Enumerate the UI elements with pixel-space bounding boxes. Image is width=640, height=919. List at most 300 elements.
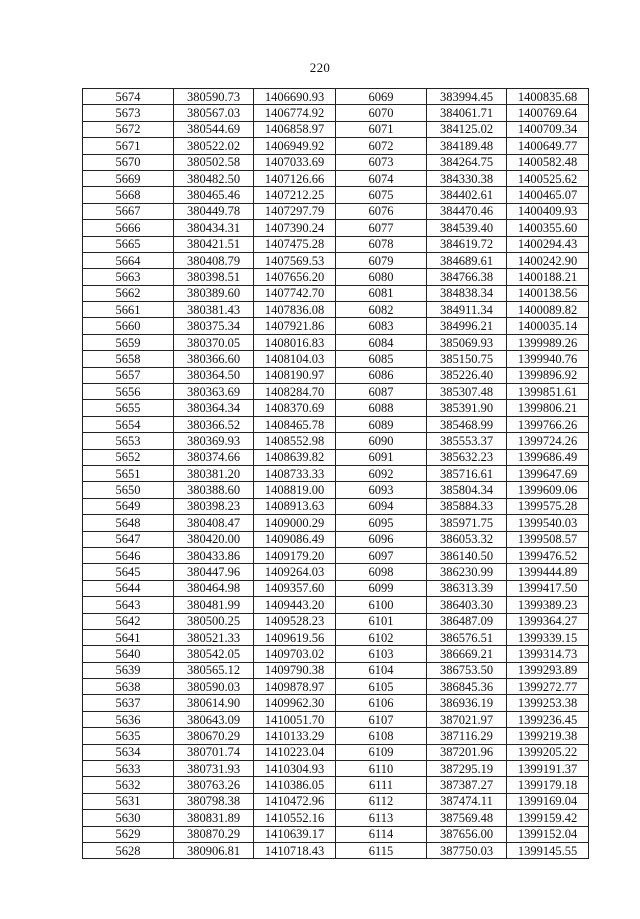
point-number-left-cell: 5632	[83, 777, 174, 793]
point-number-right-cell: 6096	[336, 531, 427, 547]
x-coordinate-right-cell: 387569.48	[427, 810, 507, 826]
x-coordinate-left-cell: 380375.34	[174, 318, 254, 334]
x-coordinate-right-cell: 385804.34	[427, 482, 507, 498]
y-coordinate-right-cell: 1399444.89	[507, 564, 589, 580]
table-row	[83, 646, 589, 662]
point-number-left-cell: 5647	[83, 531, 174, 547]
x-coordinate-left-cell: 380481.99	[174, 597, 254, 613]
x-coordinate-right-cell: 385632.23	[427, 449, 507, 465]
table-row	[83, 679, 589, 695]
y-coordinate-right-cell: 1399609.06	[507, 482, 589, 498]
point-number-right-cell: 6101	[336, 613, 427, 629]
point-number-left-cell: 5672	[83, 121, 174, 137]
x-coordinate-right-cell: 386230.99	[427, 564, 507, 580]
y-coordinate-right-cell: 1400709.34	[507, 121, 589, 137]
point-number-right-cell: 6095	[336, 515, 427, 531]
x-coordinate-right-cell: 385716.61	[427, 465, 507, 481]
point-number-right-cell: 6113	[336, 810, 427, 826]
x-coordinate-left-cell: 380408.47	[174, 515, 254, 531]
y-coordinate-left-cell: 1409703.02	[254, 646, 336, 662]
x-coordinate-left-cell: 380447.96	[174, 564, 254, 580]
x-coordinate-left-cell: 380614.90	[174, 695, 254, 711]
y-coordinate-right-cell: 1399851.61	[507, 384, 589, 400]
point-number-left-cell: 5669	[83, 170, 174, 186]
x-coordinate-right-cell: 387656.00	[427, 826, 507, 842]
point-number-left-cell: 5655	[83, 400, 174, 416]
point-number-right-cell: 6077	[336, 220, 427, 236]
x-coordinate-left-cell: 380369.93	[174, 433, 254, 449]
y-coordinate-left-cell: 1408370.69	[254, 400, 336, 416]
point-number-right-cell: 6073	[336, 154, 427, 170]
point-number-left-cell: 5671	[83, 138, 174, 154]
table-row	[83, 498, 589, 514]
y-coordinate-left-cell: 1408104.03	[254, 351, 336, 367]
x-coordinate-left-cell: 380364.50	[174, 367, 254, 383]
y-coordinate-left-cell: 1410386.05	[254, 777, 336, 793]
table-row	[83, 138, 589, 154]
point-number-left-cell: 5653	[83, 433, 174, 449]
point-number-right-cell: 6087	[336, 384, 427, 400]
point-number-right-cell: 6078	[336, 236, 427, 252]
table-row	[83, 613, 589, 629]
point-number-left-cell: 5658	[83, 351, 174, 367]
point-number-left-cell: 5667	[83, 203, 174, 219]
point-number-right-cell: 6115	[336, 842, 427, 858]
point-number-left-cell: 5663	[83, 269, 174, 285]
y-coordinate-right-cell: 1399169.04	[507, 793, 589, 809]
x-coordinate-right-cell: 384402.61	[427, 187, 507, 203]
x-coordinate-right-cell: 384061.71	[427, 105, 507, 121]
y-coordinate-left-cell: 1408016.83	[254, 334, 336, 350]
point-number-left-cell: 5636	[83, 711, 174, 727]
table-row	[83, 777, 589, 793]
point-number-right-cell: 6097	[336, 547, 427, 563]
point-number-left-cell: 5641	[83, 629, 174, 645]
point-number-right-cell: 6081	[336, 285, 427, 301]
point-number-right-cell: 6110	[336, 761, 427, 777]
point-number-right-cell: 6114	[336, 826, 427, 842]
x-coordinate-right-cell: 385468.99	[427, 416, 507, 432]
y-coordinate-left-cell: 1410718.43	[254, 842, 336, 858]
x-coordinate-right-cell: 386936.19	[427, 695, 507, 711]
table-row	[83, 711, 589, 727]
x-coordinate-left-cell: 380831.89	[174, 810, 254, 826]
point-number-left-cell: 5659	[83, 334, 174, 350]
x-coordinate-right-cell: 386845.36	[427, 679, 507, 695]
y-coordinate-left-cell: 1410552.16	[254, 810, 336, 826]
y-coordinate-left-cell: 1407297.79	[254, 203, 336, 219]
table-row	[83, 285, 589, 301]
y-coordinate-left-cell: 1408284.70	[254, 384, 336, 400]
y-coordinate-right-cell: 1399145.55	[507, 842, 589, 858]
y-coordinate-left-cell: 1408190.97	[254, 367, 336, 383]
y-coordinate-right-cell: 1400582.48	[507, 154, 589, 170]
y-coordinate-right-cell: 1400138.56	[507, 285, 589, 301]
y-coordinate-left-cell: 1407921.86	[254, 318, 336, 334]
y-coordinate-left-cell: 1408552.98	[254, 433, 336, 449]
x-coordinate-right-cell: 384539.40	[427, 220, 507, 236]
table-row	[83, 252, 589, 268]
table-row	[83, 187, 589, 203]
x-coordinate-left-cell: 380482.50	[174, 170, 254, 186]
table-row	[83, 351, 589, 367]
x-coordinate-right-cell: 384996.21	[427, 318, 507, 334]
x-coordinate-left-cell: 380465.46	[174, 187, 254, 203]
y-coordinate-right-cell: 1400242.90	[507, 252, 589, 268]
point-number-left-cell: 5660	[83, 318, 174, 334]
point-number-right-cell: 6083	[336, 318, 427, 334]
x-coordinate-right-cell: 386753.50	[427, 662, 507, 678]
table-row	[83, 302, 589, 318]
y-coordinate-right-cell: 1399152.04	[507, 826, 589, 842]
point-number-right-cell: 6074	[336, 170, 427, 186]
table-row	[83, 236, 589, 252]
x-coordinate-right-cell: 386669.21	[427, 646, 507, 662]
y-coordinate-left-cell: 1408733.33	[254, 465, 336, 481]
x-coordinate-right-cell: 385150.75	[427, 351, 507, 367]
y-coordinate-left-cell: 1407126.66	[254, 170, 336, 186]
y-coordinate-left-cell: 1409878.97	[254, 679, 336, 695]
point-number-left-cell: 5640	[83, 646, 174, 662]
x-coordinate-left-cell: 380398.51	[174, 269, 254, 285]
point-number-right-cell: 6089	[336, 416, 427, 432]
x-coordinate-right-cell: 385553.37	[427, 433, 507, 449]
table-row	[83, 515, 589, 531]
x-coordinate-left-cell: 380398.23	[174, 498, 254, 514]
table-row	[83, 318, 589, 334]
y-coordinate-left-cell: 1409357.60	[254, 580, 336, 596]
point-number-left-cell: 5673	[83, 105, 174, 121]
y-coordinate-left-cell: 1407033.69	[254, 154, 336, 170]
point-number-left-cell: 5652	[83, 449, 174, 465]
y-coordinate-left-cell: 1410472.96	[254, 793, 336, 809]
x-coordinate-left-cell: 380590.73	[174, 89, 254, 105]
point-number-left-cell: 5642	[83, 613, 174, 629]
x-coordinate-right-cell: 387116.29	[427, 728, 507, 744]
table-row	[83, 269, 589, 285]
y-coordinate-right-cell: 1400649.77	[507, 138, 589, 154]
point-number-right-cell: 6093	[336, 482, 427, 498]
point-number-left-cell: 5634	[83, 744, 174, 760]
y-coordinate-left-cell: 1407569.53	[254, 252, 336, 268]
point-number-left-cell: 5637	[83, 695, 174, 711]
y-coordinate-right-cell: 1400409.93	[507, 203, 589, 219]
table-row	[83, 89, 589, 105]
y-coordinate-left-cell: 1407656.20	[254, 269, 336, 285]
x-coordinate-left-cell: 380364.34	[174, 400, 254, 416]
y-coordinate-right-cell: 1400525.62	[507, 170, 589, 186]
point-number-left-cell: 5649	[83, 498, 174, 514]
y-coordinate-right-cell: 1399940.76	[507, 351, 589, 367]
y-coordinate-right-cell: 1399766.26	[507, 416, 589, 432]
point-number-right-cell: 6102	[336, 629, 427, 645]
y-coordinate-left-cell: 1406949.92	[254, 138, 336, 154]
y-coordinate-left-cell: 1410304.93	[254, 761, 336, 777]
x-coordinate-right-cell: 387387.27	[427, 777, 507, 793]
table-row	[83, 547, 589, 563]
y-coordinate-left-cell: 1406690.93	[254, 89, 336, 105]
x-coordinate-left-cell: 380449.78	[174, 203, 254, 219]
y-coordinate-right-cell: 1399205.22	[507, 744, 589, 760]
x-coordinate-left-cell: 380434.31	[174, 220, 254, 236]
table-row	[83, 597, 589, 613]
y-coordinate-right-cell: 1399806.21	[507, 400, 589, 416]
table-row	[83, 105, 589, 121]
point-number-left-cell: 5670	[83, 154, 174, 170]
point-number-right-cell: 6104	[336, 662, 427, 678]
point-number-left-cell: 5648	[83, 515, 174, 531]
point-number-right-cell: 6071	[336, 121, 427, 137]
point-number-right-cell: 6108	[336, 728, 427, 744]
x-coordinate-left-cell: 380763.26	[174, 777, 254, 793]
point-number-left-cell: 5650	[83, 482, 174, 498]
point-number-right-cell: 6103	[336, 646, 427, 662]
y-coordinate-left-cell: 1409086.49	[254, 531, 336, 547]
y-coordinate-left-cell: 1407475.28	[254, 236, 336, 252]
y-coordinate-left-cell: 1409962.30	[254, 695, 336, 711]
point-number-right-cell: 6106	[336, 695, 427, 711]
x-coordinate-right-cell: 385307.48	[427, 384, 507, 400]
y-coordinate-right-cell: 1399272.77	[507, 679, 589, 695]
point-number-left-cell: 5644	[83, 580, 174, 596]
x-coordinate-right-cell: 386487.09	[427, 613, 507, 629]
x-coordinate-left-cell: 380522.02	[174, 138, 254, 154]
x-coordinate-left-cell: 380433.86	[174, 547, 254, 563]
point-number-left-cell: 5639	[83, 662, 174, 678]
x-coordinate-right-cell: 386313.39	[427, 580, 507, 596]
x-coordinate-left-cell: 380798.38	[174, 793, 254, 809]
x-coordinate-left-cell: 380544.69	[174, 121, 254, 137]
point-number-right-cell: 6090	[336, 433, 427, 449]
point-number-right-cell: 6076	[336, 203, 427, 219]
y-coordinate-right-cell: 1399253.38	[507, 695, 589, 711]
x-coordinate-right-cell: 384911.34	[427, 302, 507, 318]
point-number-left-cell: 5645	[83, 564, 174, 580]
point-number-right-cell: 6075	[336, 187, 427, 203]
y-coordinate-right-cell: 1399540.03	[507, 515, 589, 531]
x-coordinate-left-cell: 380701.74	[174, 744, 254, 760]
point-number-left-cell: 5638	[83, 679, 174, 695]
table-row	[83, 662, 589, 678]
y-coordinate-right-cell: 1400035.14	[507, 318, 589, 334]
x-coordinate-left-cell: 380567.03	[174, 105, 254, 121]
point-number-left-cell: 5664	[83, 252, 174, 268]
point-number-right-cell: 6109	[336, 744, 427, 760]
table-row	[83, 220, 589, 236]
y-coordinate-left-cell: 1409264.03	[254, 564, 336, 580]
y-coordinate-left-cell: 1407212.25	[254, 187, 336, 203]
point-number-right-cell: 6112	[336, 793, 427, 809]
x-coordinate-right-cell: 384766.38	[427, 269, 507, 285]
y-coordinate-left-cell: 1406858.97	[254, 121, 336, 137]
x-coordinate-left-cell: 380643.09	[174, 711, 254, 727]
point-number-right-cell: 6082	[336, 302, 427, 318]
y-coordinate-left-cell: 1407390.24	[254, 220, 336, 236]
x-coordinate-left-cell: 380366.52	[174, 416, 254, 432]
point-number-left-cell: 5646	[83, 547, 174, 563]
y-coordinate-right-cell: 1399417.50	[507, 580, 589, 596]
x-coordinate-right-cell: 387750.03	[427, 842, 507, 858]
x-coordinate-right-cell: 384189.48	[427, 138, 507, 154]
y-coordinate-right-cell: 1399989.26	[507, 334, 589, 350]
point-number-left-cell: 5628	[83, 842, 174, 858]
y-coordinate-right-cell: 1400769.64	[507, 105, 589, 121]
table-row	[83, 695, 589, 711]
x-coordinate-left-cell: 380870.29	[174, 826, 254, 842]
x-coordinate-right-cell: 383994.45	[427, 89, 507, 105]
x-coordinate-right-cell: 384470.46	[427, 203, 507, 219]
x-coordinate-right-cell: 387201.96	[427, 744, 507, 760]
y-coordinate-left-cell: 1409619.56	[254, 629, 336, 645]
y-coordinate-right-cell: 1400465.07	[507, 187, 589, 203]
x-coordinate-right-cell: 386140.50	[427, 547, 507, 563]
point-number-left-cell: 5631	[83, 793, 174, 809]
x-coordinate-left-cell: 380464.98	[174, 580, 254, 596]
point-number-right-cell: 6107	[336, 711, 427, 727]
y-coordinate-left-cell: 1410639.17	[254, 826, 336, 842]
point-number-right-cell: 6088	[336, 400, 427, 416]
y-coordinate-right-cell: 1400355.60	[507, 220, 589, 236]
coordinates-table	[82, 88, 589, 859]
table-row	[83, 842, 589, 858]
table-row	[83, 629, 589, 645]
x-coordinate-right-cell: 384330.38	[427, 170, 507, 186]
table-row	[83, 826, 589, 842]
table-row	[83, 170, 589, 186]
x-coordinate-right-cell: 384125.02	[427, 121, 507, 137]
y-coordinate-left-cell: 1408819.00	[254, 482, 336, 498]
point-number-left-cell: 5661	[83, 302, 174, 318]
x-coordinate-right-cell: 384689.61	[427, 252, 507, 268]
y-coordinate-right-cell: 1400188.21	[507, 269, 589, 285]
table-row	[83, 728, 589, 744]
x-coordinate-left-cell: 380565.12	[174, 662, 254, 678]
y-coordinate-left-cell: 1408913.63	[254, 498, 336, 514]
y-coordinate-right-cell: 1399364.27	[507, 613, 589, 629]
point-number-left-cell: 5633	[83, 761, 174, 777]
point-number-right-cell: 6084	[336, 334, 427, 350]
x-coordinate-right-cell: 385884.33	[427, 498, 507, 514]
y-coordinate-right-cell: 1399179.18	[507, 777, 589, 793]
point-number-left-cell: 5668	[83, 187, 174, 203]
x-coordinate-right-cell: 385226.40	[427, 367, 507, 383]
x-coordinate-left-cell: 380370.05	[174, 334, 254, 350]
y-coordinate-right-cell: 1399191.37	[507, 761, 589, 777]
point-number-right-cell: 6100	[336, 597, 427, 613]
x-coordinate-left-cell: 380521.33	[174, 629, 254, 645]
y-coordinate-right-cell: 1399293.89	[507, 662, 589, 678]
x-coordinate-left-cell: 380731.93	[174, 761, 254, 777]
y-coordinate-right-cell: 1399219.38	[507, 728, 589, 744]
y-coordinate-left-cell: 1407836.08	[254, 302, 336, 318]
x-coordinate-left-cell: 380906.81	[174, 842, 254, 858]
point-number-right-cell: 6099	[336, 580, 427, 596]
y-coordinate-left-cell: 1407742.70	[254, 285, 336, 301]
table-row	[83, 400, 589, 416]
coordinates-table-body	[83, 89, 589, 859]
point-number-right-cell: 6069	[336, 89, 427, 105]
table-row	[83, 121, 589, 137]
table-row	[83, 203, 589, 219]
x-coordinate-right-cell: 386053.32	[427, 531, 507, 547]
table-row	[83, 744, 589, 760]
y-coordinate-right-cell: 1399339.15	[507, 629, 589, 645]
point-number-right-cell: 6085	[336, 351, 427, 367]
x-coordinate-left-cell: 380590.03	[174, 679, 254, 695]
table-row	[83, 564, 589, 580]
x-coordinate-left-cell: 380381.20	[174, 465, 254, 481]
point-number-right-cell: 6086	[336, 367, 427, 383]
x-coordinate-right-cell: 385391.90	[427, 400, 507, 416]
table-row	[83, 433, 589, 449]
point-number-left-cell: 5662	[83, 285, 174, 301]
point-number-left-cell: 5630	[83, 810, 174, 826]
table-row	[83, 810, 589, 826]
x-coordinate-left-cell: 380363.69	[174, 384, 254, 400]
x-coordinate-right-cell: 385971.75	[427, 515, 507, 531]
x-coordinate-right-cell: 387474.11	[427, 793, 507, 809]
x-coordinate-left-cell: 380502.58	[174, 154, 254, 170]
y-coordinate-right-cell: 1399686.49	[507, 449, 589, 465]
table-row	[83, 465, 589, 481]
y-coordinate-right-cell: 1399575.28	[507, 498, 589, 514]
x-coordinate-left-cell: 380420.00	[174, 531, 254, 547]
point-number-right-cell: 6094	[336, 498, 427, 514]
y-coordinate-right-cell: 1399896.92	[507, 367, 589, 383]
y-coordinate-right-cell: 1399724.26	[507, 433, 589, 449]
y-coordinate-left-cell: 1409000.29	[254, 515, 336, 531]
point-number-right-cell: 6070	[336, 105, 427, 121]
page-number: 220	[309, 60, 331, 75]
point-number-right-cell: 6111	[336, 777, 427, 793]
table-row	[83, 384, 589, 400]
y-coordinate-right-cell: 1399508.57	[507, 531, 589, 547]
x-coordinate-left-cell: 380381.43	[174, 302, 254, 318]
x-coordinate-left-cell: 380500.25	[174, 613, 254, 629]
y-coordinate-right-cell: 1399314.73	[507, 646, 589, 662]
y-coordinate-right-cell: 1399476.52	[507, 547, 589, 563]
y-coordinate-left-cell: 1408465.78	[254, 416, 336, 432]
point-number-left-cell: 5656	[83, 384, 174, 400]
y-coordinate-left-cell: 1410133.29	[254, 728, 336, 744]
table-row	[83, 154, 589, 170]
y-coordinate-right-cell: 1399236.45	[507, 711, 589, 727]
x-coordinate-right-cell: 387021.97	[427, 711, 507, 727]
x-coordinate-left-cell: 380670.29	[174, 728, 254, 744]
y-coordinate-left-cell: 1409179.20	[254, 547, 336, 563]
x-coordinate-left-cell: 380542.05	[174, 646, 254, 662]
y-coordinate-right-cell: 1400294.43	[507, 236, 589, 252]
x-coordinate-left-cell: 380408.79	[174, 252, 254, 268]
point-number-right-cell: 6092	[336, 465, 427, 481]
y-coordinate-right-cell: 1400835.68	[507, 89, 589, 105]
table-row	[83, 334, 589, 350]
table-row	[83, 580, 589, 596]
x-coordinate-left-cell: 380389.60	[174, 285, 254, 301]
point-number-left-cell: 5635	[83, 728, 174, 744]
point-number-left-cell: 5643	[83, 597, 174, 613]
y-coordinate-left-cell: 1408639.82	[254, 449, 336, 465]
x-coordinate-right-cell: 384264.75	[427, 154, 507, 170]
point-number-left-cell: 5666	[83, 220, 174, 236]
x-coordinate-left-cell: 380374.66	[174, 449, 254, 465]
x-coordinate-right-cell: 384838.34	[427, 285, 507, 301]
x-coordinate-right-cell: 387295.19	[427, 761, 507, 777]
point-number-left-cell: 5674	[83, 89, 174, 105]
table-row	[83, 416, 589, 432]
x-coordinate-right-cell: 385069.93	[427, 334, 507, 350]
x-coordinate-right-cell: 386403.30	[427, 597, 507, 613]
